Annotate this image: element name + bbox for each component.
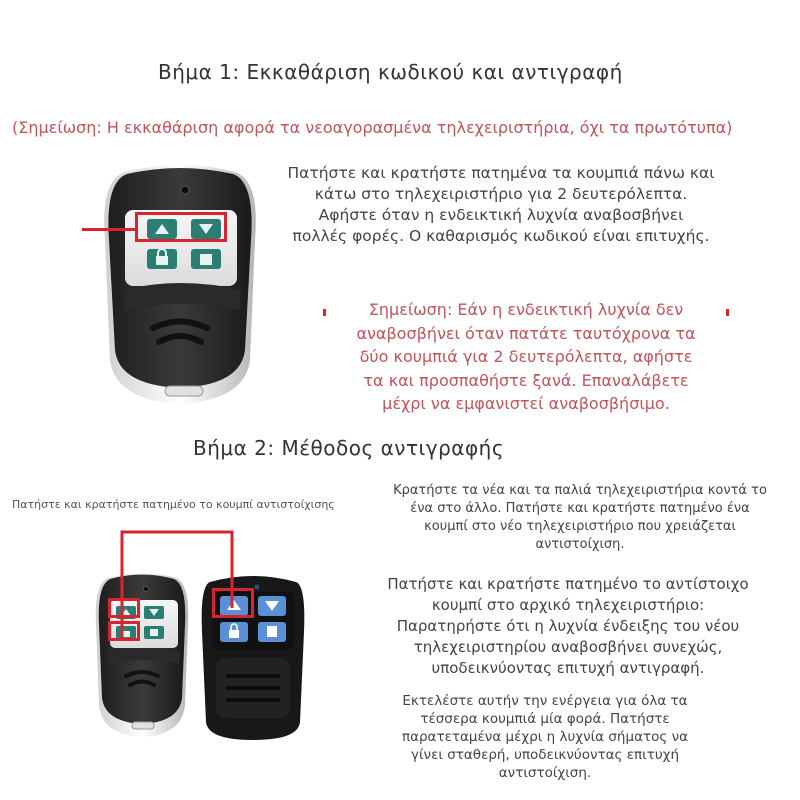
step2-title: Βήμα 2: Μέθοδος αντιγραφής <box>193 436 505 460</box>
para-line: τηλεχειριστηρίου αναβοσβήνει συνεχώς, <box>413 638 723 656</box>
instruction-line: Πατήστε και κρατήστε πατημένα τα κουμπιά πάνω και <box>287 164 715 182</box>
para-line: υποδεικνύοντας επιτυχή αντιγραφή. <box>431 659 705 677</box>
warning-line: αναβοσβήνει όταν πατάτε ταυτόχρονα τα <box>356 323 696 343</box>
para-line: γίνει σταθερή, υποδεικνύοντας επιτυχή <box>410 747 680 763</box>
highlight-box-original <box>108 598 140 618</box>
warning-line: δύο κουμπιά για 2 δευτερόλεπτα, αφήστε <box>359 347 693 366</box>
para-line: ένα στο άλλο. Πατήστε και κρατήστε πατημένο ένα <box>410 501 750 516</box>
warning-mark <box>323 309 326 316</box>
step2-para1 <box>370 482 790 554</box>
para-line: Κρατήστε τα νέα και τα παλιά τηλεχειριστήρια κοντά το <box>393 483 767 498</box>
para-line: Εκτελέστε αυτήν την ενέργεια για όλα τα <box>402 693 688 709</box>
instruction-line: κάτω στο τηλεχειριστήριο για 2 δευτερόλεπτα. <box>314 185 688 203</box>
step1-note: (Σημείωση: Η εκκαθάριση αφορά τα νεοαγορασμένα τηλεχειριστήρια, όχι τα πρωτότυπα) <box>12 118 733 137</box>
highlight-box-original-2 <box>108 621 140 641</box>
step2-left-caption: Πατήστε και κρατήστε πατημένο το κουμπί αντιστοίχισης <box>12 498 335 511</box>
para-line: Πατήστε και κρατήστε πατημένο το αντίστοιχο <box>387 575 749 593</box>
remote-step1 <box>95 160 265 410</box>
para-line: αντιστοίχιση. <box>535 537 625 552</box>
step2-para3 <box>355 692 735 782</box>
para-line: παρατεταμένα μέχρι η λυχνία σήματος να <box>401 729 689 745</box>
warning-line: μέχρι να εμφανιστεί αναβοσβήσιμο. <box>382 394 670 413</box>
warning-line: Σημείωση: Εάν η ενδεικτική λυχνία δεν <box>368 300 684 319</box>
step1-warning-box <box>326 298 726 426</box>
step1-title: Βήμα 1: Εκκαθάριση κωδικού και αντιγραφή <box>158 60 623 84</box>
warning-line: τα και προσπαθήστε ξανά. Επαναλάβετε <box>363 370 689 390</box>
step1-instruction <box>276 163 726 247</box>
highlight-pointer-line <box>82 228 138 231</box>
instruction-line: πολλές φορές. Ο καθαρισμός κωδικού είναι επιτυχής. <box>292 227 710 245</box>
para-line: Παρατηρήστε ότι η λυχνία ένδειξης του νέου <box>396 617 740 635</box>
highlight-box-new <box>212 588 254 618</box>
para-line: αντιστοίχιση. <box>498 765 592 781</box>
highlight-box-step1 <box>135 212 227 242</box>
instruction-line: Αφήστε όταν η ενδεικτική λυχνία αναβοσβήνει <box>318 206 684 224</box>
para-line: κουμπί στο νέο τηλεχειριστήριο που χρειάζεται <box>424 519 736 534</box>
step2-para2 <box>358 574 778 679</box>
warning-mark <box>726 309 729 316</box>
para-line: τέσσερα κουμπιά μία φορά. Πατήστε <box>420 711 670 727</box>
para-line: κουμπί στο αρχικό τηλεχειριστήριο: <box>431 596 705 614</box>
